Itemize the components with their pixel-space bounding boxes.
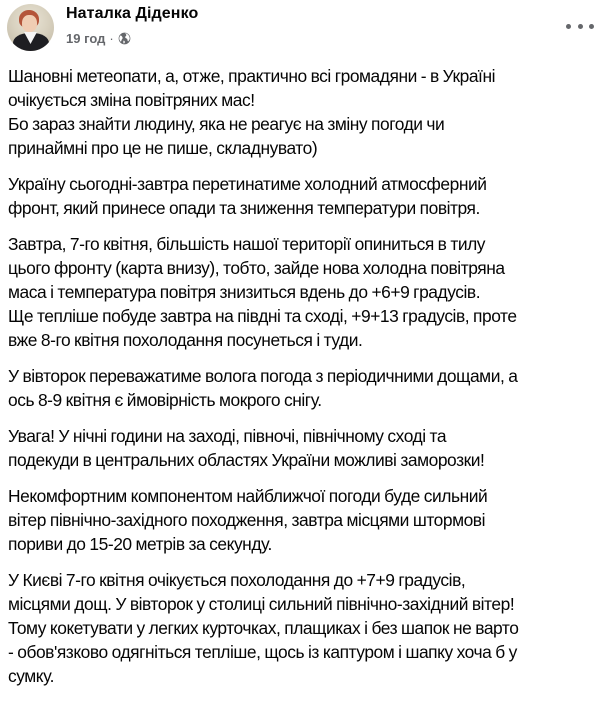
text-line: Увага! У нічні години на заході, півночі, північному сході та <box>8 426 447 446</box>
post-timestamp[interactable]: 19 год <box>66 31 106 46</box>
post-body <box>8 64 600 700</box>
text-line: пориви до 15-20 метрів за секунду. <box>8 534 272 554</box>
text-line: Некомфортним компонентом найближчої погоди буде сильний <box>8 486 488 506</box>
post-paragraph <box>8 424 600 472</box>
post-paragraph <box>8 364 600 412</box>
text-line: У вівторок переважатиме волога погода з періодичними дощами, а <box>8 366 518 386</box>
text-line: подекуди в центральних областях України можливі заморозки! <box>8 450 485 470</box>
text-line: Ще тепліше побуде завтра на півдні та сході, +9+13 градусів, проте <box>8 306 517 326</box>
more-options-dot-icon <box>566 24 571 29</box>
text-line: принаймні про це не пише, складнувато) <box>8 138 318 158</box>
more-options-dot-icon <box>589 24 594 29</box>
text-line: - обов'язково одягніться тепліше, щось із каптуром і шапку хоча б у <box>8 642 517 662</box>
text-line: Шановні метеопати, а, отже, практично всі громадяни - в Україні <box>8 66 496 86</box>
text-line: Завтра, 7-го квітня, більшість нашої території опиниться в тилу <box>8 234 486 254</box>
text-line: очікується зміна повітряних мас! <box>8 90 255 110</box>
avatar-face <box>22 15 37 32</box>
post-paragraph <box>8 568 600 688</box>
globe-icon[interactable] <box>118 32 131 45</box>
text-line: У Києві 7-го квітня очікується похолодання до +7+9 градусів, <box>8 570 466 590</box>
text-line: Україну сьогодні-завтра перетинатиме холодний атмосферний <box>8 174 487 194</box>
post-paragraph <box>8 64 600 160</box>
post-paragraph <box>8 484 600 556</box>
text-line: вітер північно-західного походження, завтра місцями штормові <box>8 510 486 530</box>
more-options-dot-icon <box>578 24 583 29</box>
text-line: фронт, який принесе опади та зниження температури повітря. <box>8 198 480 218</box>
text-line: цього фронту (карта внизу), тобто, зайде нова холодна повітряна <box>8 258 505 278</box>
post-paragraph <box>8 232 600 352</box>
text-line: сумку. <box>8 666 55 686</box>
text-line: місцями дощ. У вівторок у столиці сильний північно-західний вітер! <box>8 594 515 614</box>
text-line: Бо зараз знайти людину, яка не реагує на зміну погоди чи <box>8 114 445 134</box>
text-line: ось 8-9 квітня є ймовірність мокрого снігу. <box>8 390 322 410</box>
text-line: маса і температура повітря знизиться вдень до +6+9 градусів. <box>8 282 481 302</box>
text-line: Тому кокетувати у легких курточках, плащиках і без шапок не варто <box>8 618 519 638</box>
text-line: вже 8-го квітня похолодання посунеться і туди. <box>8 330 363 350</box>
more-options-button[interactable] <box>566 18 594 34</box>
post-header <box>0 0 607 60</box>
post-meta <box>66 31 131 46</box>
post-paragraph <box>8 172 600 220</box>
meta-separator: · <box>109 31 114 46</box>
author-name-link[interactable]: Наталка Діденко <box>66 5 199 22</box>
author-avatar[interactable] <box>7 4 54 51</box>
